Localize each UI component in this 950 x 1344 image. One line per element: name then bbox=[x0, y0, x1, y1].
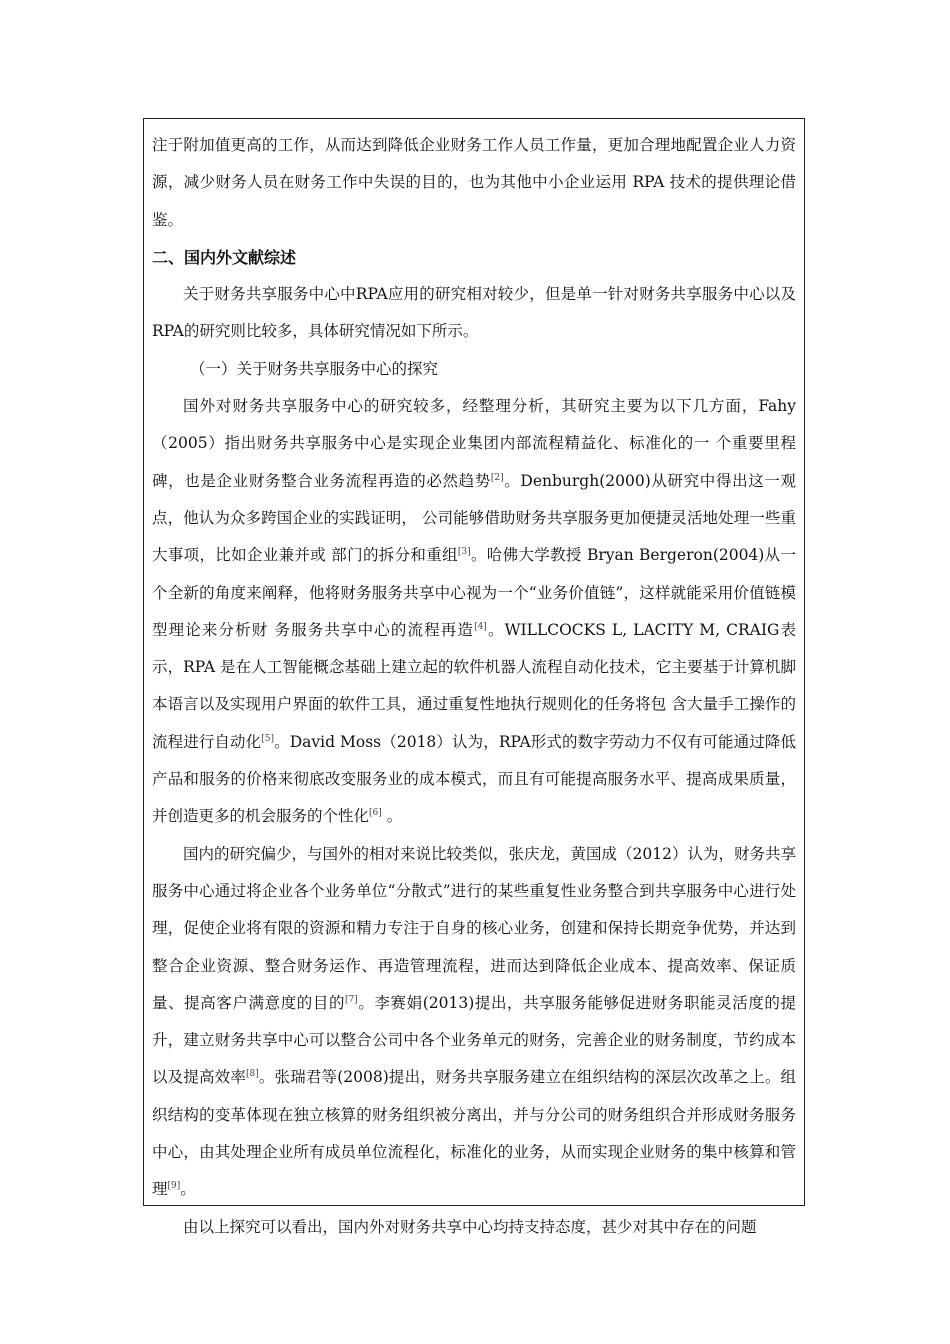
citation-6: [6] bbox=[369, 808, 382, 819]
citation-2: [2] bbox=[490, 472, 504, 483]
domestic-research-paragraph bbox=[152, 836, 796, 1209]
citation-3: [3] bbox=[457, 547, 471, 558]
citation-9: [9] bbox=[167, 1181, 181, 1192]
document-frame bbox=[143, 118, 805, 1236]
domestic-text-3: 。张瑞君等(2008)提出，财务共享服务建立在组织结构的深层次改革之上。组织结构的变革体现在独立核算的财务组织被分离出，并与分公司的财务组织合并形成财务服务中心，由其处理企业所有成员单位流程化，标准化的业务，从而实现企业财务的集中核算和管理 bbox=[152, 1068, 796, 1199]
foreign-text-6: 。 bbox=[381, 807, 403, 826]
subsection-heading: （一）关于财务共享服务中心的探究 bbox=[190, 359, 439, 378]
foreign-text-5: 。David Moss（2018）认为，RPA形式的数字劳动力不仅有可能通过降低产品和服务的价格来彻底改变服务业的成本模式，而且有可能提高服务水平、提高成果质量，并创造更多的机会服务的个性化 bbox=[152, 732, 796, 826]
citation-8: [8] bbox=[245, 1069, 259, 1080]
closing-paragraph: 由以上探究可以看出，国内外对财务共享中心均持支持态度，甚少对其中存在的问题 bbox=[183, 1217, 757, 1236]
domestic-text-1: 国内的研究偏少，与国外的相对来说比较类似，张庆龙，黄国成（2012）认为，财务共享服务中心通过将企业各个业务单位“分散式”进行的某些重复性业务整合到共享服务中心进行处理，促使企业将有限的资源和精力专注于自身的核心业务，创建和保持长期竞争优势，并达到整合企业资源、整合财务运作、再造管理流程，进而达到降低企业成本、提高效率、保证质量、提高客户满意度的目的 bbox=[152, 844, 796, 1012]
section-intro-paragraph: 关于财务共享服务中心中RPA应用的研究相对较少，但是单一针对财务共享服务中心以及RPA的研究则比较多，具体研究情况如下所示。 bbox=[152, 285, 796, 341]
domestic-text-4: 。 bbox=[180, 1180, 196, 1199]
section-heading: 二、国内外文献综述 bbox=[152, 247, 297, 267]
foreign-research-paragraph bbox=[152, 388, 796, 836]
foreign-text-1: 国外对财务共享服务中心的研究较多，经整理分析，其研究主要为以下几方面，Fahy（2005）指出财务共享服务中心是实现企业集团内部流程精益化、标准化的一 个重要里程碑，也是企业财务整合业务流程再造的必然趋势 bbox=[152, 397, 796, 490]
citation-5: [5] bbox=[261, 733, 274, 744]
intro-paragraph: 注于附加值更高的工作，从而达到降低企业财务工作人员工作量，更加合理地配置企业人力资源，减少财务人员在财务工作中失误的目的，也为其他中小企业运用 RPA 技术的提供理论借鉴。 bbox=[152, 136, 796, 229]
foreign-text-4: 。WILLCOCKS L, LACITY M, CRAIG表示，RPA 是在人工智能概念基础上建立起的软件机器人流程自动化技术，它主要基于计算机脚本语言以及实现用户界面的软件工具，通过重复性地执行规则化的任务将包 含大量手工操作的流程进行自动化 bbox=[152, 620, 796, 751]
foreign-text-2: 。Denburgh(2000)从研究中得出这一观点，他认为众多跨国企业的实践证明， 公司能够借助财务共享服务更加便捷灵活地处理一些重大事项，比如企业兼并或 部门的拆分和重组 bbox=[152, 471, 796, 565]
citation-7: [7] bbox=[345, 994, 358, 1005]
foreign-text-3: 。哈佛大学教授 Bryan Bergeron(2004)从一个全新的角度来阐释，他将财务服务共享中心视为一个“业务价值链”，这样就能采用价值链模型理论来分析财 务服务共享中心的流程再造 bbox=[152, 546, 797, 639]
citation-4: [4] bbox=[474, 621, 487, 632]
domestic-text-2: 。李赛娟(2013)提出，共享服务能够促进财务职能灵活度的提升，建立财务共享中心可以整合公司中各个业务单元的财务，完善企业的财务制度，节约成本以及提高效率 bbox=[152, 993, 796, 1087]
